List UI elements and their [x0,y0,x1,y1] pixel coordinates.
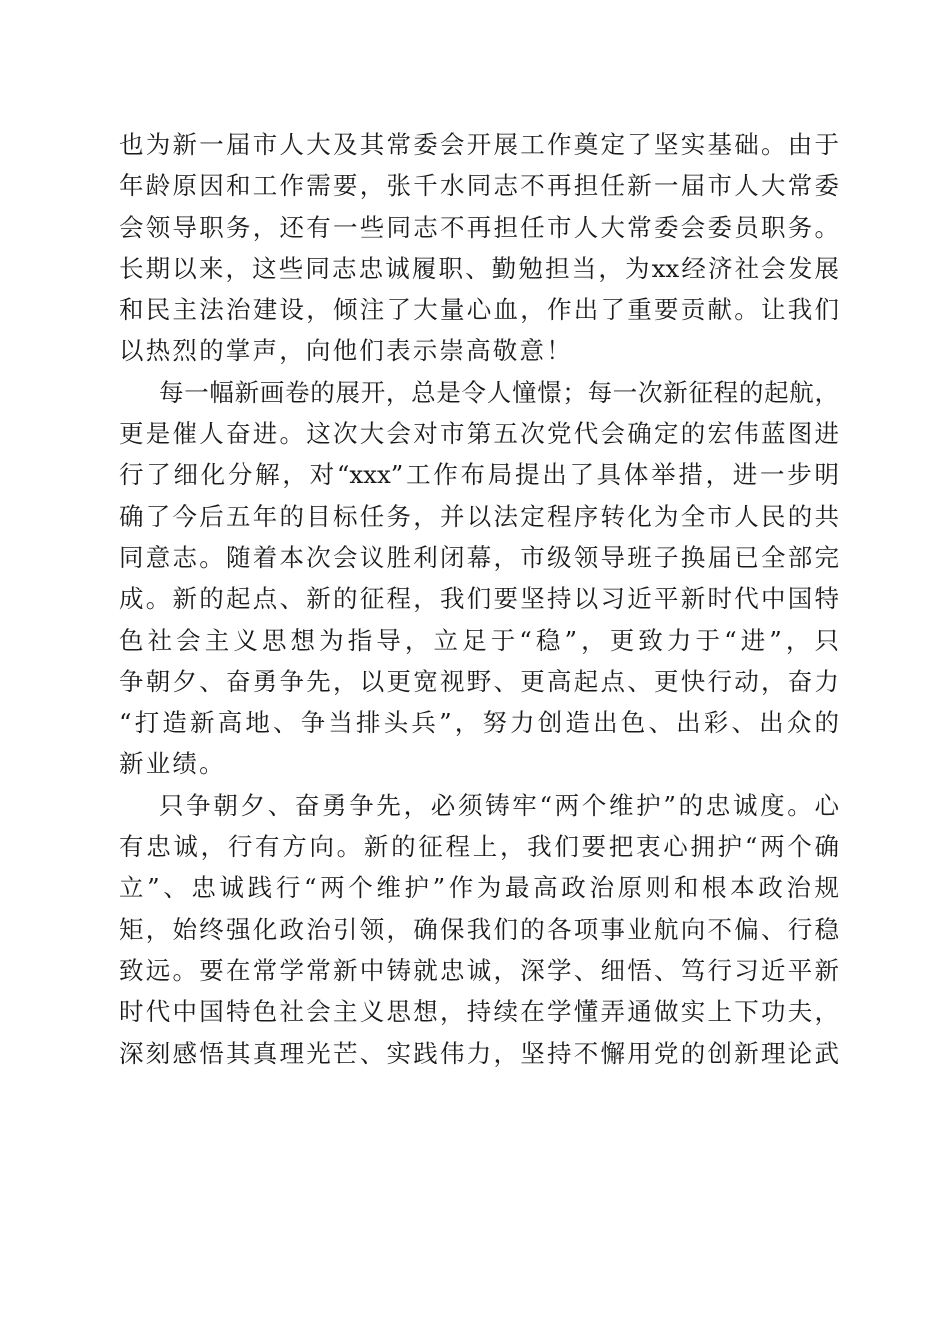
text-line: 和民主法治建设，倾注了大量心血，作出了重要贡献。让我们 [119,295,839,325]
text-line: 争朝夕、奋勇争先，以更宽视野、更高起点、更快行动，奋力 [119,666,839,696]
text-line: 成。新的起点、新的征程，我们要坚持以习近平新时代中国特 [119,584,839,614]
text-line: 深刻感悟其真理光芒、实践伟力，坚持不懈用党的创新理论武 [119,1038,839,1068]
text-line: 以热烈的掌声，向他们表示崇高敬意！ [119,336,573,366]
text-line: 有忠诚，行有方向。新的征程上，我们要把衷心拥护“两个确 [119,832,839,862]
text-line: 只争朝夕、奋勇争先，必须铸牢“两个维护”的忠诚度。心 [159,790,839,820]
text-line: 时代中国特色社会主义思想，持续在学懂弄通做实上下功夫， [119,997,839,1027]
text-line: 色社会主义思想为指导，立足于“稳”，更致力于“进”，只 [119,625,839,655]
document-body [119,124,839,1074]
paragraph-3 [119,785,839,1074]
text-line: 会领导职务，还有一些同志不再担任市人大常委会委员职务。 [119,212,839,242]
text-line: 每一幅新画卷的展开，总是令人憧憬；每一次新征程的起航， [159,377,839,407]
text-line: 行了细化分解，对“xxx”工作布局提出了具体举措，进一步明 [119,460,839,490]
text-line: 长期以来，这些同志忠诚履职、勤勉担当，为xx经济社会发展 [119,253,839,283]
text-line: 确了今后五年的目标任务，并以法定程序转化为全市人民的共 [119,501,839,531]
text-line: 新业绩。 [119,749,226,779]
text-line: “打造新高地、争当排头兵”，努力创造出色、出彩、出众的 [119,708,839,738]
text-line: 致远。要在常学常新中铸就忠诚，深学、细悟、笃行习近平新 [119,955,839,985]
paragraph-2 [119,372,839,785]
text-line: 矩，始终强化政治引领，确保我们的各项事业航向不偏、行稳 [119,914,839,944]
text-line: 年龄原因和工作需要，张千水同志不再担任新一届市人大常委 [119,171,839,201]
text-line: 也为新一届市人大及其常委会开展工作奠定了坚实基础。由于 [119,130,839,159]
text-line: 同意志。随着本次会议胜利闭幕，市级领导班子换届已全部完 [119,542,839,572]
text-line: 立”、忠诚践行“两个维护”作为最高政治原则和根本政治规 [119,873,839,903]
paragraph-1 [119,124,839,372]
text-line: 更是催人奋进。这次大会对市第五次党代会确定的宏伟蓝图进 [119,419,839,449]
